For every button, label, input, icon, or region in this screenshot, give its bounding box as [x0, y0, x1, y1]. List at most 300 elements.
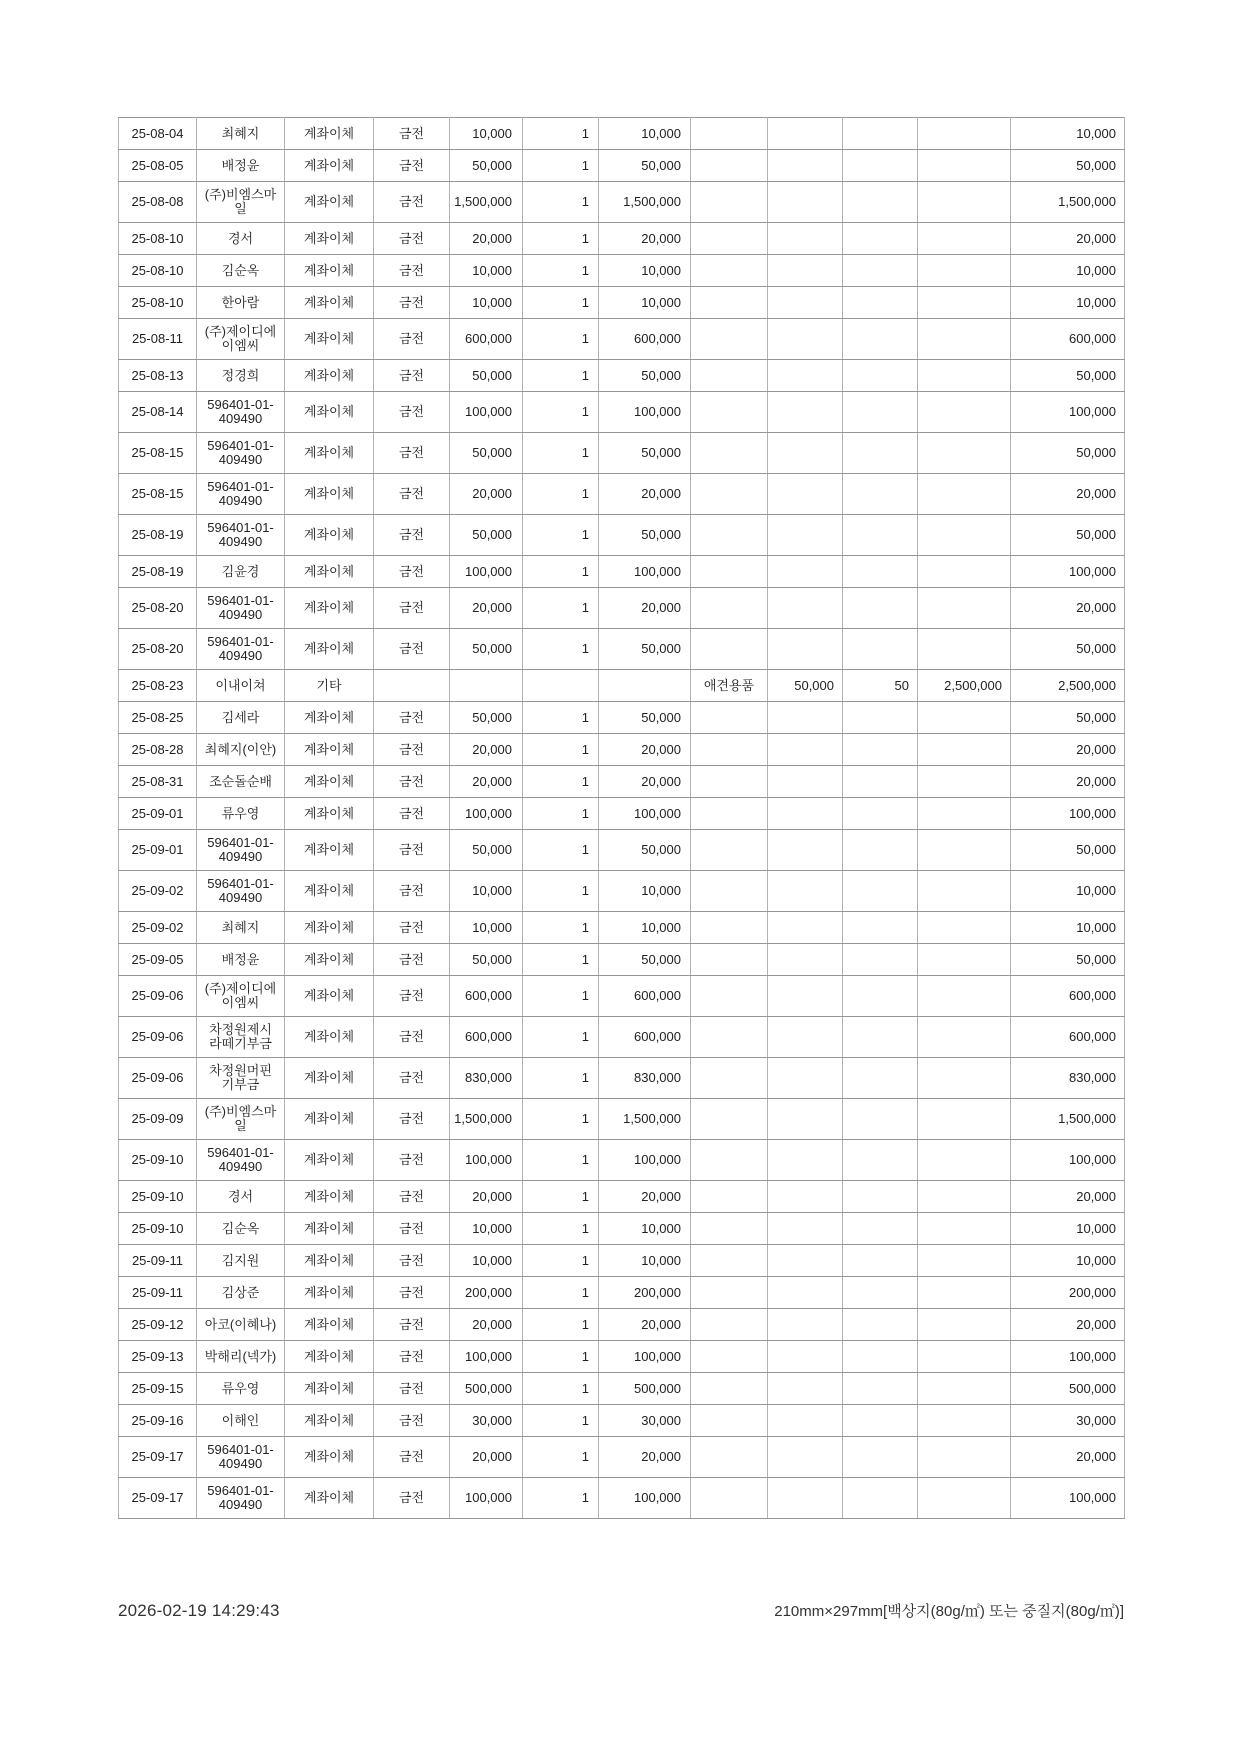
cell-amount: 10,000	[599, 871, 691, 912]
cell-unit-amount: 50,000	[450, 360, 523, 392]
cell-amount: 500,000	[599, 1373, 691, 1405]
cell-date: 25-08-11	[119, 319, 197, 360]
cell-date: 25-08-15	[119, 474, 197, 515]
cell-count: 1	[523, 912, 599, 944]
cell-donor-name: 596401-01-409490	[197, 515, 285, 556]
cell-item-name	[691, 702, 768, 734]
cell-donor-name: (주)비엠스마일	[197, 1099, 285, 1140]
cell-count: 1	[523, 556, 599, 588]
cell-unit-amount: 20,000	[450, 1437, 523, 1478]
cell-item-quantity	[843, 734, 918, 766]
cell-total-amount: 20,000	[1011, 734, 1125, 766]
cell-item-quantity	[843, 798, 918, 830]
cell-donation-type: 금전	[374, 433, 450, 474]
cell-amount: 20,000	[599, 588, 691, 629]
cell-amount: 30,000	[599, 1405, 691, 1437]
table-row	[119, 734, 1125, 766]
cell-amount: 20,000	[599, 1181, 691, 1213]
cell-donation-method: 계좌이체	[285, 1213, 374, 1245]
cell-date: 25-09-09	[119, 1099, 197, 1140]
cell-total-amount: 500,000	[1011, 1373, 1125, 1405]
cell-count: 1	[523, 588, 599, 629]
cell-amount: 100,000	[599, 1478, 691, 1519]
cell-date: 25-08-04	[119, 118, 197, 150]
cell-donation-type: 금전	[374, 1245, 450, 1277]
cell-item-unit-price	[768, 433, 843, 474]
cell-item-quantity	[843, 1245, 918, 1277]
cell-donor-name: 596401-01-409490	[197, 474, 285, 515]
cell-item-unit-price	[768, 1277, 843, 1309]
cell-item-amount	[918, 1277, 1011, 1309]
cell-donation-type: 금전	[374, 319, 450, 360]
cell-item-amount	[918, 319, 1011, 360]
cell-donor-name: 이내이쳐	[197, 670, 285, 702]
cell-count: 1	[523, 515, 599, 556]
cell-item-amount	[918, 1245, 1011, 1277]
cell-donation-type: 금전	[374, 871, 450, 912]
cell-donation-type: 금전	[374, 1341, 450, 1373]
cell-count: 1	[523, 798, 599, 830]
cell-donor-name: 596401-01-409490	[197, 871, 285, 912]
cell-count: 1	[523, 1058, 599, 1099]
cell-donation-type: 금전	[374, 734, 450, 766]
cell-unit-amount: 100,000	[450, 1140, 523, 1181]
cell-donation-method: 계좌이체	[285, 1478, 374, 1519]
table-row	[119, 556, 1125, 588]
cell-item-name	[691, 182, 768, 223]
cell-donor-name: 596401-01-409490	[197, 1478, 285, 1519]
cell-item-amount	[918, 1181, 1011, 1213]
cell-donation-method: 계좌이체	[285, 1017, 374, 1058]
cell-total-amount: 10,000	[1011, 255, 1125, 287]
cell-item-amount	[918, 118, 1011, 150]
cell-item-quantity	[843, 118, 918, 150]
cell-donor-name: 최혜지	[197, 118, 285, 150]
cell-donation-method: 기타	[285, 670, 374, 702]
cell-item-amount	[918, 1373, 1011, 1405]
table-row	[119, 629, 1125, 670]
cell-unit-amount: 1,500,000	[450, 1099, 523, 1140]
cell-item-amount	[918, 182, 1011, 223]
cell-item-quantity	[843, 360, 918, 392]
cell-donation-method: 계좌이체	[285, 1140, 374, 1181]
cell-donor-name: 김순옥	[197, 1213, 285, 1245]
cell-item-amount	[918, 1058, 1011, 1099]
cell-donation-type: 금전	[374, 360, 450, 392]
table-row	[119, 1309, 1125, 1341]
cell-item-amount	[918, 287, 1011, 319]
cell-amount: 50,000	[599, 150, 691, 182]
cell-date: 25-08-13	[119, 360, 197, 392]
cell-item-name	[691, 1277, 768, 1309]
cell-item-unit-price	[768, 830, 843, 871]
cell-item-amount	[918, 766, 1011, 798]
cell-date: 25-09-16	[119, 1405, 197, 1437]
cell-total-amount: 1,500,000	[1011, 182, 1125, 223]
table-row	[119, 474, 1125, 515]
cell-unit-amount: 50,000	[450, 150, 523, 182]
cell-item-unit-price	[768, 319, 843, 360]
cell-date: 25-09-10	[119, 1213, 197, 1245]
table-row	[119, 182, 1125, 223]
cell-donor-name: 김세라	[197, 702, 285, 734]
cell-amount: 20,000	[599, 1309, 691, 1341]
cell-item-unit-price	[768, 976, 843, 1017]
cell-count: 1	[523, 319, 599, 360]
cell-item-name	[691, 766, 768, 798]
table-row	[119, 1140, 1125, 1181]
cell-unit-amount: 100,000	[450, 392, 523, 433]
cell-donation-type: 금전	[374, 118, 450, 150]
cell-item-amount	[918, 1437, 1011, 1478]
cell-count: 1	[523, 1373, 599, 1405]
cell-donor-name: 최혜지(이안)	[197, 734, 285, 766]
cell-donation-method: 계좌이체	[285, 1277, 374, 1309]
cell-amount	[599, 670, 691, 702]
cell-donation-type: 금전	[374, 588, 450, 629]
cell-item-name	[691, 255, 768, 287]
cell-item-quantity	[843, 976, 918, 1017]
table-row	[119, 1181, 1125, 1213]
cell-total-amount: 20,000	[1011, 223, 1125, 255]
cell-item-quantity	[843, 1058, 918, 1099]
cell-unit-amount	[450, 670, 523, 702]
cell-item-amount	[918, 734, 1011, 766]
cell-item-amount	[918, 1341, 1011, 1373]
paper-spec-label: 210mm×297mm[백상지(80g/㎡) 또는 중질지(80g/㎡)]	[774, 1603, 1124, 1620]
cell-item-name	[691, 1437, 768, 1478]
table-row	[119, 670, 1125, 702]
cell-unit-amount: 100,000	[450, 1341, 523, 1373]
cell-item-amount	[918, 798, 1011, 830]
cell-donation-type: 금전	[374, 255, 450, 287]
cell-date: 25-09-17	[119, 1478, 197, 1519]
cell-count: 1	[523, 150, 599, 182]
cell-total-amount: 1,500,000	[1011, 1099, 1125, 1140]
cell-amount: 50,000	[599, 629, 691, 670]
cell-total-amount: 2,500,000	[1011, 670, 1125, 702]
cell-donation-method: 계좌이체	[285, 474, 374, 515]
cell-unit-amount: 600,000	[450, 319, 523, 360]
cell-unit-amount: 50,000	[450, 629, 523, 670]
cell-item-quantity	[843, 182, 918, 223]
cell-item-unit-price	[768, 1140, 843, 1181]
cell-donation-method: 계좌이체	[285, 702, 374, 734]
cell-amount: 20,000	[599, 1437, 691, 1478]
cell-item-name	[691, 1405, 768, 1437]
cell-donation-method: 계좌이체	[285, 1373, 374, 1405]
cell-unit-amount: 10,000	[450, 871, 523, 912]
cell-item-unit-price	[768, 734, 843, 766]
cell-count: 1	[523, 474, 599, 515]
cell-donation-method: 계좌이체	[285, 255, 374, 287]
table-row	[119, 392, 1125, 433]
cell-item-name	[691, 223, 768, 255]
cell-item-quantity	[843, 1140, 918, 1181]
cell-item-amount	[918, 223, 1011, 255]
cell-unit-amount: 20,000	[450, 223, 523, 255]
cell-count: 1	[523, 255, 599, 287]
cell-unit-amount: 50,000	[450, 702, 523, 734]
cell-unit-amount: 10,000	[450, 287, 523, 319]
cell-item-name	[691, 1017, 768, 1058]
cell-item-quantity	[843, 1405, 918, 1437]
cell-count: 1	[523, 1140, 599, 1181]
cell-unit-amount: 1,500,000	[450, 182, 523, 223]
cell-item-name	[691, 830, 768, 871]
cell-donor-name: 최혜지	[197, 912, 285, 944]
cell-item-quantity	[843, 1478, 918, 1519]
cell-item-name	[691, 588, 768, 629]
cell-date: 25-09-06	[119, 1017, 197, 1058]
cell-unit-amount: 50,000	[450, 433, 523, 474]
cell-item-quantity	[843, 1213, 918, 1245]
cell-item-amount	[918, 1405, 1011, 1437]
cell-item-unit-price	[768, 118, 843, 150]
cell-item-name	[691, 1245, 768, 1277]
cell-donation-method: 계좌이체	[285, 515, 374, 556]
cell-item-unit-price	[768, 702, 843, 734]
cell-donation-type: 금전	[374, 830, 450, 871]
cell-donor-name: 류우영	[197, 798, 285, 830]
cell-total-amount: 600,000	[1011, 319, 1125, 360]
cell-item-name	[691, 433, 768, 474]
cell-amount: 100,000	[599, 392, 691, 433]
cell-donor-name: (주)제이디에이엠씨	[197, 976, 285, 1017]
cell-item-unit-price	[768, 766, 843, 798]
cell-item-amount	[918, 150, 1011, 182]
cell-item-quantity	[843, 944, 918, 976]
cell-unit-amount: 50,000	[450, 515, 523, 556]
cell-donation-type: 금전	[374, 474, 450, 515]
cell-item-amount	[918, 1140, 1011, 1181]
cell-item-amount	[918, 255, 1011, 287]
cell-item-name	[691, 556, 768, 588]
cell-item-quantity	[843, 830, 918, 871]
cell-item-amount	[918, 944, 1011, 976]
cell-count: 1	[523, 871, 599, 912]
cell-date: 25-08-19	[119, 556, 197, 588]
cell-item-amount	[918, 360, 1011, 392]
cell-amount: 50,000	[599, 433, 691, 474]
table-row	[119, 1245, 1125, 1277]
cell-item-unit-price	[768, 871, 843, 912]
cell-donation-method: 계좌이체	[285, 629, 374, 670]
table-row	[119, 118, 1125, 150]
cell-item-unit-price	[768, 629, 843, 670]
cell-donation-method: 계좌이체	[285, 798, 374, 830]
table-row	[119, 830, 1125, 871]
cell-total-amount: 10,000	[1011, 1245, 1125, 1277]
cell-item-unit-price	[768, 1373, 843, 1405]
cell-item-quantity	[843, 912, 918, 944]
cell-count: 1	[523, 1277, 599, 1309]
cell-donation-type: 금전	[374, 223, 450, 255]
cell-count: 1	[523, 1437, 599, 1478]
cell-unit-amount: 600,000	[450, 1017, 523, 1058]
cell-unit-amount: 50,000	[450, 830, 523, 871]
cell-total-amount: 50,000	[1011, 150, 1125, 182]
cell-donor-name: 경서	[197, 1181, 285, 1213]
cell-donation-method: 계좌이체	[285, 118, 374, 150]
cell-donation-type: 금전	[374, 392, 450, 433]
cell-unit-amount: 20,000	[450, 766, 523, 798]
cell-item-amount	[918, 474, 1011, 515]
cell-item-quantity	[843, 1309, 918, 1341]
cell-amount: 10,000	[599, 287, 691, 319]
cell-donor-name: 596401-01-409490	[197, 392, 285, 433]
cell-amount: 10,000	[599, 118, 691, 150]
cell-donor-name: 차정원머핀기부금	[197, 1058, 285, 1099]
cell-item-quantity	[843, 474, 918, 515]
cell-count: 1	[523, 1478, 599, 1519]
cell-donor-name: 596401-01-409490	[197, 588, 285, 629]
cell-total-amount: 100,000	[1011, 1341, 1125, 1373]
cell-total-amount: 100,000	[1011, 1478, 1125, 1519]
cell-donation-type: 금전	[374, 1437, 450, 1478]
cell-item-unit-price	[768, 1405, 843, 1437]
cell-item-unit-price	[768, 1058, 843, 1099]
table-row	[119, 223, 1125, 255]
cell-total-amount: 50,000	[1011, 702, 1125, 734]
cell-item-unit-price	[768, 255, 843, 287]
cell-date: 25-08-23	[119, 670, 197, 702]
cell-item-unit-price	[768, 515, 843, 556]
cell-item-name	[691, 798, 768, 830]
cell-item-amount	[918, 976, 1011, 1017]
cell-unit-amount: 30,000	[450, 1405, 523, 1437]
cell-unit-amount: 10,000	[450, 1213, 523, 1245]
table-row	[119, 1478, 1125, 1519]
cell-amount: 600,000	[599, 319, 691, 360]
cell-date: 25-09-13	[119, 1341, 197, 1373]
cell-item-unit-price	[768, 182, 843, 223]
table-row	[119, 1017, 1125, 1058]
cell-item-amount	[918, 1478, 1011, 1519]
cell-item-amount	[918, 702, 1011, 734]
cell-total-amount: 600,000	[1011, 1017, 1125, 1058]
cell-item-unit-price	[768, 944, 843, 976]
cell-donor-name: 조순돌순배	[197, 766, 285, 798]
cell-unit-amount: 50,000	[450, 944, 523, 976]
cell-item-amount	[918, 556, 1011, 588]
cell-item-name: 애견용품	[691, 670, 768, 702]
cell-item-quantity	[843, 1341, 918, 1373]
cell-item-unit-price	[768, 912, 843, 944]
table-row	[119, 287, 1125, 319]
cell-count: 1	[523, 629, 599, 670]
cell-date: 25-08-05	[119, 150, 197, 182]
cell-amount: 50,000	[599, 944, 691, 976]
cell-amount: 10,000	[599, 255, 691, 287]
cell-count: 1	[523, 392, 599, 433]
cell-total-amount: 50,000	[1011, 360, 1125, 392]
cell-donation-type: 금전	[374, 1373, 450, 1405]
cell-item-name	[691, 976, 768, 1017]
cell-item-unit-price: 50,000	[768, 670, 843, 702]
cell-total-amount: 10,000	[1011, 1213, 1125, 1245]
cell-donation-type: 금전	[374, 944, 450, 976]
table-row	[119, 798, 1125, 830]
cell-date: 25-08-19	[119, 515, 197, 556]
table-row	[119, 1213, 1125, 1245]
cell-donor-name: 김상준	[197, 1277, 285, 1309]
cell-date: 25-08-14	[119, 392, 197, 433]
cell-date: 25-08-10	[119, 287, 197, 319]
cell-donation-method: 계좌이체	[285, 182, 374, 223]
cell-item-quantity	[843, 319, 918, 360]
table-row	[119, 1277, 1125, 1309]
cell-count: 1	[523, 360, 599, 392]
cell-count: 1	[523, 1213, 599, 1245]
table-row	[119, 515, 1125, 556]
cell-donation-method: 계좌이체	[285, 1341, 374, 1373]
cell-item-name	[691, 1140, 768, 1181]
cell-donor-name: 596401-01-409490	[197, 629, 285, 670]
cell-item-unit-price	[768, 1309, 843, 1341]
table-row	[119, 944, 1125, 976]
cell-item-quantity	[843, 1017, 918, 1058]
cell-donation-type: 금전	[374, 556, 450, 588]
cell-unit-amount: 500,000	[450, 1373, 523, 1405]
cell-item-name	[691, 1213, 768, 1245]
cell-total-amount: 20,000	[1011, 588, 1125, 629]
cell-date: 25-09-01	[119, 830, 197, 871]
cell-donation-type: 금전	[374, 1277, 450, 1309]
cell-total-amount: 20,000	[1011, 766, 1125, 798]
cell-total-amount: 50,000	[1011, 515, 1125, 556]
cell-donation-type: 금전	[374, 1058, 450, 1099]
cell-item-unit-price	[768, 1017, 843, 1058]
cell-donor-name: 김순옥	[197, 255, 285, 287]
cell-item-unit-price	[768, 223, 843, 255]
cell-count: 1	[523, 287, 599, 319]
cell-item-name	[691, 1181, 768, 1213]
cell-donor-name: 아코(이혜나)	[197, 1309, 285, 1341]
cell-amount: 50,000	[599, 830, 691, 871]
cell-unit-amount: 20,000	[450, 1309, 523, 1341]
cell-item-amount	[918, 433, 1011, 474]
cell-item-quantity	[843, 1099, 918, 1140]
cell-item-name	[691, 629, 768, 670]
cell-item-unit-price	[768, 1213, 843, 1245]
cell-count: 1	[523, 223, 599, 255]
cell-date: 25-09-15	[119, 1373, 197, 1405]
cell-item-amount	[918, 1213, 1011, 1245]
cell-donor-name: 김윤경	[197, 556, 285, 588]
cell-donation-method: 계좌이체	[285, 433, 374, 474]
cell-unit-amount: 20,000	[450, 1181, 523, 1213]
cell-item-name	[691, 360, 768, 392]
cell-donation-method: 계좌이체	[285, 319, 374, 360]
cell-donation-type: 금전	[374, 1140, 450, 1181]
cell-item-name	[691, 319, 768, 360]
table-row	[119, 976, 1125, 1017]
table-row	[119, 912, 1125, 944]
table-row	[119, 1058, 1125, 1099]
cell-total-amount: 20,000	[1011, 474, 1125, 515]
table-row	[119, 319, 1125, 360]
cell-total-amount: 10,000	[1011, 118, 1125, 150]
cell-item-quantity	[843, 629, 918, 670]
cell-amount: 50,000	[599, 702, 691, 734]
cell-item-name	[691, 871, 768, 912]
cell-total-amount: 20,000	[1011, 1309, 1125, 1341]
cell-donation-method: 계좌이체	[285, 223, 374, 255]
cell-donation-type: 금전	[374, 182, 450, 223]
cell-item-name	[691, 118, 768, 150]
cell-date: 25-09-10	[119, 1181, 197, 1213]
